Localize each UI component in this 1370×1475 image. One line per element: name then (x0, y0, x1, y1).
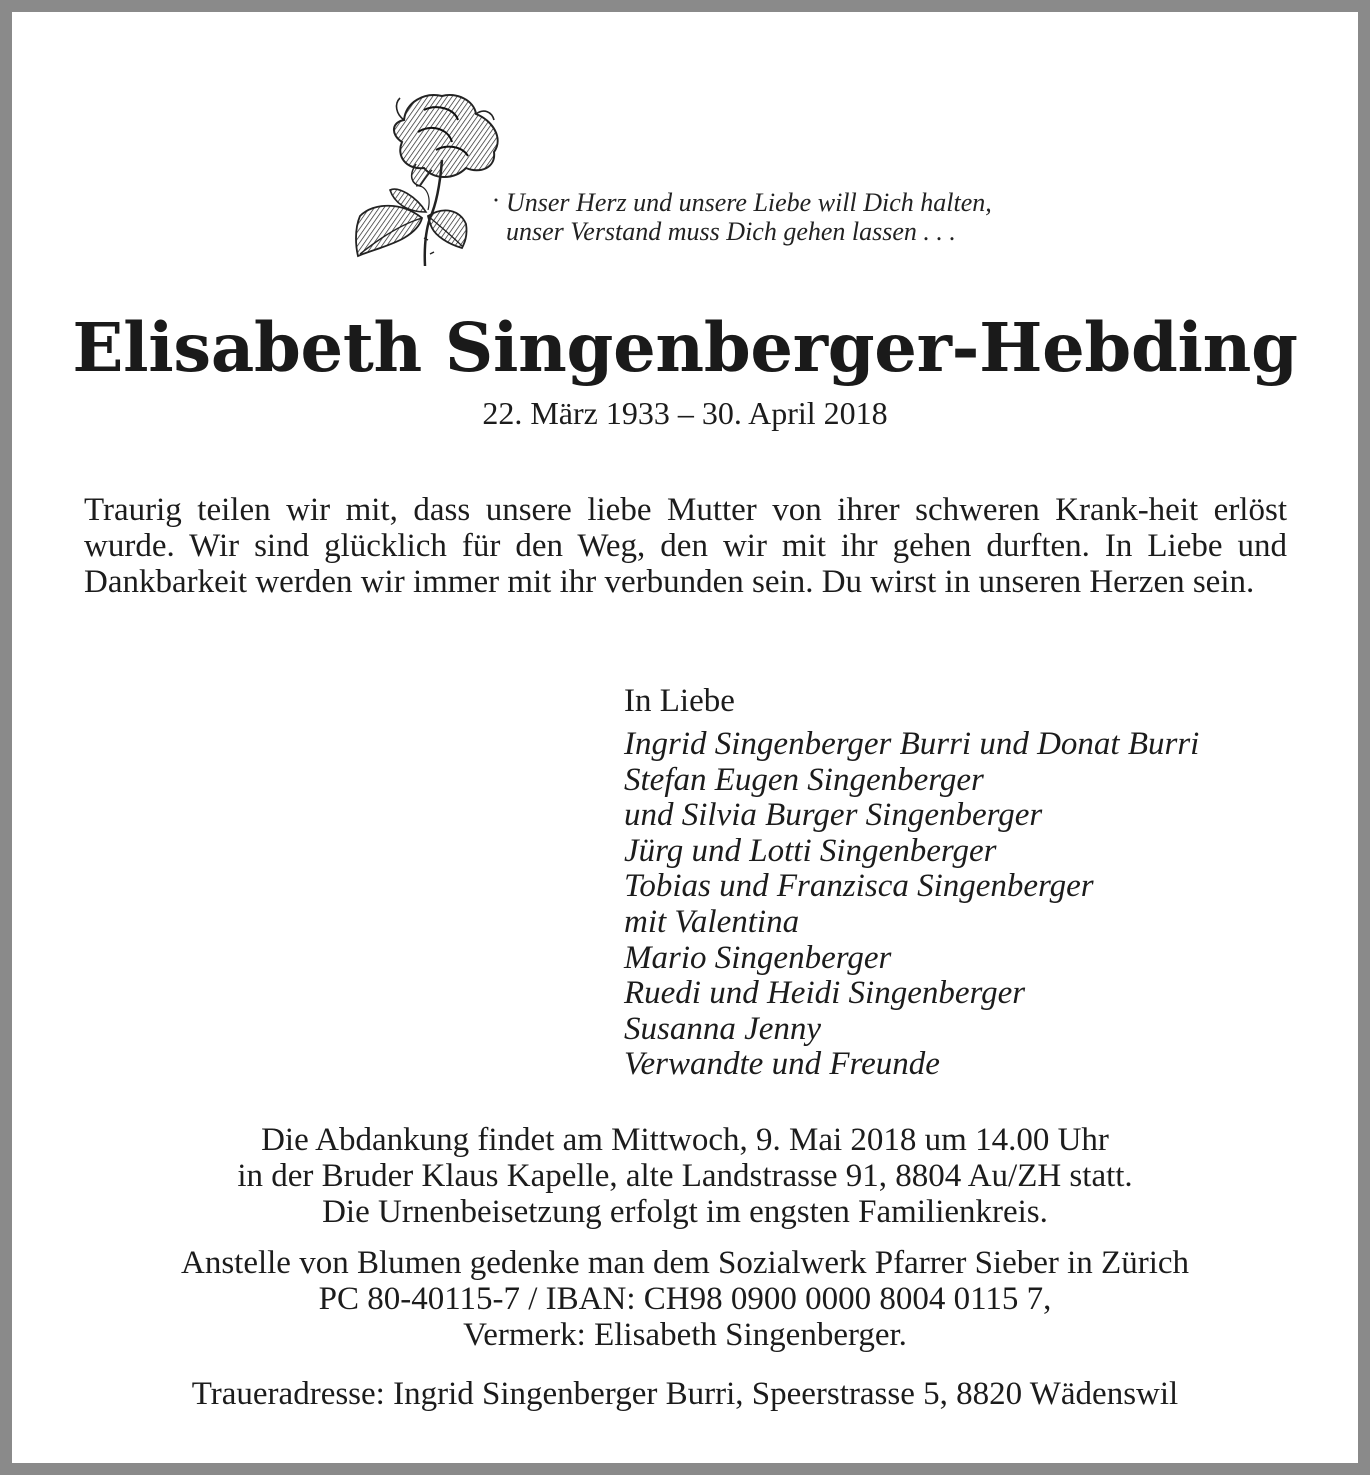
intro-paragraph: Traurig teilen wir mit, dass unsere liebe Mutter von ihrer schweren Krank-heit erlöst wurde. Wir sind glücklich für den Weg, den wir mit ihr gehen durften. In Liebe und Dankbarkeit werden wir immer mit ihr verbunden sein. Du wirst in unseren Herzen sein. (84, 492, 1287, 600)
motto-quote (506, 188, 1106, 246)
ceremony-line-2: in der Bruder Klaus Kapelle, alte Landstrasse 91, 8804 Au/ZH statt. (237, 1158, 1133, 1194)
donation-line-2: PC 80-40115-7 / IBAN: CH98 0900 0000 8004 0115 7, (318, 1281, 1052, 1317)
mourner-line: und Silvia Burger Singenberger (624, 797, 1043, 834)
in-love-label: In Liebe (624, 683, 735, 719)
obituary-notice (12, 12, 1358, 1463)
donation-line-3: Vermerk: Elisabeth Singenberger. (463, 1317, 907, 1353)
ceremony-line-3: Die Urnenbeisetzung erfolgt im engsten Familienkreis. (322, 1194, 1048, 1230)
mourner-line: Ingrid Singenberger Burri und Donat Burri (624, 726, 1200, 762)
mourners-list (624, 727, 1199, 1083)
deceased-name: Elisabeth Singenberger-Hebding (72, 308, 1298, 387)
donation-details (12, 1245, 1358, 1353)
mourner-line: Tobias und Franzisca Singenberger (624, 868, 1094, 905)
donation-line-1: Anstelle von Blumen gedenke man dem Sozialwerk Pfarrer Sieber in Zürich (180, 1245, 1190, 1281)
mourner-line: mit Valentina (624, 903, 800, 940)
motto-line-2: unser Verstand muss Dich gehen lassen . . . (506, 217, 956, 246)
mourner-line: Verwandte und Freunde (624, 1046, 940, 1083)
life-dates: 22. März 1933 – 30. April 2018 (482, 395, 888, 431)
mourner-line: Mario Singenberger (624, 939, 892, 976)
mourner-line: Ruedi und Heidi Singenberger (624, 975, 1026, 1012)
ceremony-line-1: Die Abdankung findet am Mittwoch, 9. Mai 2018 um 14.00 Uhr (261, 1122, 1109, 1158)
mourner-line: Jürg und Lotti Singenberger (624, 832, 997, 869)
mourner-line: Susanna Jenny (624, 1010, 822, 1047)
rose-illustration (344, 90, 504, 268)
motto-line-1: Unser Herz und unsere Liebe will Dich halten, (506, 188, 992, 217)
mourner-line: Stefan Eugen Singenberger (624, 761, 984, 798)
mourning-address: Traueradresse: Ingrid Singenberger Burri, Speerstrasse 5, 8820 Wädenswil (191, 1376, 1179, 1412)
ceremony-details (12, 1122, 1358, 1230)
